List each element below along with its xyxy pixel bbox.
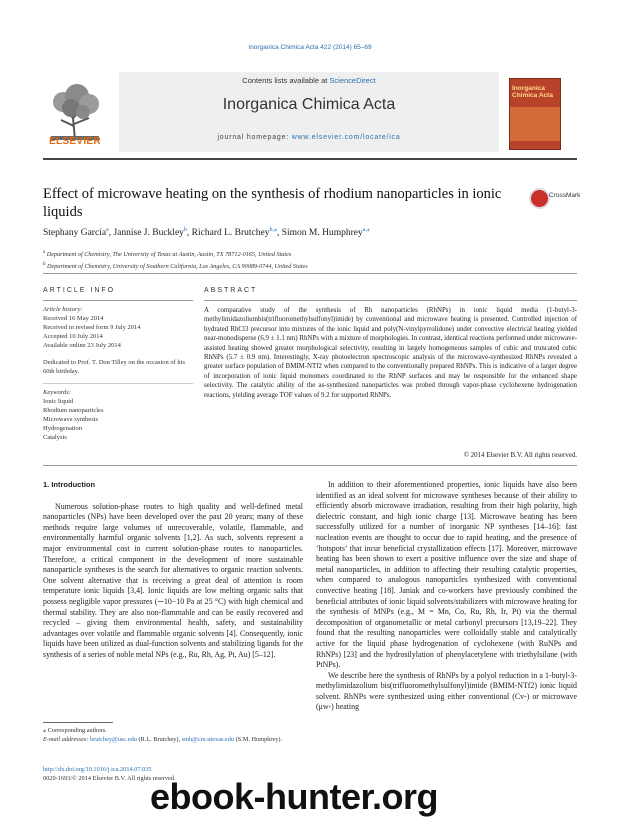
- crossmark-icon: [529, 188, 550, 209]
- email-link[interactable]: brutchey@usc.edu: [90, 736, 137, 743]
- right-column: [316, 480, 577, 713]
- history-item: Accepted 10 July 2014: [43, 333, 103, 340]
- journal-banner: [119, 72, 499, 152]
- author-name: Simon M. Humphrey: [281, 228, 363, 239]
- footnote-rule: [43, 722, 113, 723]
- affiliation: $^b$ Department of Chemistry, University of Southern California, Los Angeles, CA 90089-0744, United States: [43, 261, 308, 270]
- journal-masthead: [43, 72, 577, 154]
- abstract-copyright: © 2014 Elsevier B.V. All rights reserved.: [463, 452, 577, 459]
- body-rule: [43, 465, 577, 466]
- dedication: Dedicated to Prof. T. Don Tilley on the occasion of his 60th birthday.: [43, 359, 186, 375]
- history-item: Received 16 May 2014: [43, 315, 104, 322]
- history-item: Received in revised form 9 July 2014: [43, 324, 141, 331]
- cover-title: Inorganica Chimica Acta: [512, 85, 553, 99]
- keyword: Rhodium nanoparticles: [43, 407, 104, 414]
- keywords-rule: [43, 383, 193, 384]
- left-column: [43, 480, 303, 661]
- author-sup[interactable]: a: [106, 227, 109, 233]
- author-sup[interactable]: a,⁎: [362, 227, 370, 233]
- contents-line: Contents lists available at ScienceDirect: [242, 76, 376, 85]
- article-title: Effect of microwave heating on the synthesis of rhodium nanoparticles in ionic liquids: [43, 186, 502, 220]
- author-sup[interactable]: b,⁎: [269, 227, 277, 233]
- history-label: Article history:: [43, 306, 83, 313]
- history-item: Available online 23 July 2014: [43, 342, 121, 349]
- homepage-link[interactable]: www.elsevier.com/locate/ica: [291, 134, 401, 141]
- corresponding-note: ⁎ Corresponding authors.: [43, 727, 107, 734]
- publisher-logo-text: ELSEVIER: [49, 136, 101, 147]
- info-rule: [43, 300, 193, 301]
- abstract-text: A comparative study of the synthesis of Rh nanoparticles (RhNPs) in ionic liquid media (1-butyl-3-methylimidazoliumbis(trifluoromethylsulfonyl)imide) by conventional and microwave heating is presented. Controlled injection of hydrated RhCl3 precursor into mixtures of the ionic liquid and poly(N-vinylpyrrolidone) under convective electrical heating yielded near-monodisperse (6.9 ± 1.1 nm) RhNPs with a mixture of morphologies. In contrast, identical reactions performed under microwave-assisted heating showed greater morphological selectivity, resulting in largely homogeneous samples of cubic and truncated cubic RhNPs (5.7 ± 0.9 nm). Interestingly, X-ray photoelectron spectroscopic analysis of the microwave-synthesized RhNPs revealed a greater surface population of BMIM-NTf2 when compared to the conventionally prepared RhNPs. This is indicative of a larger degree of incorporation of ionic liquid monomers coordinated to the RhNP surfaces and may be responsible for the enhanced shape selectivity. The catalytic ability of the as-synthesized nanoparticles was probed through vapor-phase cyclohexene hydrogenation reactions, yielding average TOF values of 9.2 for supported RhNPs.: [204, 307, 577, 399]
- author-sup[interactable]: b: [183, 227, 187, 233]
- author-name: Stephany García: [43, 228, 107, 239]
- watermark: ebook-hunter.org: [150, 776, 438, 817]
- email-note: E-mail addresses: brutchey@usc.edu (R.L. Brutchey), smh@cm.utexas.edu (S.M. Humphrey).: [43, 736, 283, 743]
- affiliations: [43, 248, 577, 271]
- abstract-rule: [204, 300, 577, 301]
- doi-link[interactable]: http://dx.doi.org/10.1016/j.ica.2014.07.035: [43, 766, 152, 773]
- keywords: [43, 388, 193, 442]
- keywords-label: Keywords:: [43, 389, 71, 396]
- journal-homepage: journal homepage: www.elsevier.com/locate/ica: [217, 134, 401, 141]
- cover-band: [510, 107, 560, 141]
- author-list: Stephany García$^a$, Jannise J. Buckley$^b$, Richard L. Brutchey$^{b,⁎}$, Simon M. Humphrey$^{a,⁎}$: [43, 227, 370, 239]
- issn-line: 0020-1693/© 2014 Elsevier B.V. All rights reserved.: [43, 775, 176, 782]
- body-paragraph: Numerous solution-phase routes to high quality and well-defined metal nanoparticles (NPs) have been developed over the past 20 years; many of these methods require large volumes of unrecoverable, volatile, flammable, and environmentally harmful organic solvents [1,2]. As such, solvents represent a major environmental cost in current solution-phase routes to nanoparticles. Therefore, a critical component in the development of more sustainable nanoparticle syntheses is the search for alternatives to organic reaction solvents. One solvent alternative that is receiving a great deal of attention is room temperature ionic liquids [3,4]. Ionic liquids are low melting organic salts that possess negligible vapor pressures (∼10−10 Pa at 25 °C) with high chemical and thermal stability. They are also non-flammable and can be easily recovered and recycled – giving them environmental health, safety, and sustainability advantages over volatile and flammable organic solvents [4]. Consequently, ionic liquids have been utilized as dual-function solvents and stabilizing ligands for the synthesis of a series of noble metal NPs (e.g., Ru, Rh, Ag, Pt, Au) [5–12].: [43, 501, 303, 659]
- article-info-heading: ARTICLE INFO: [43, 287, 116, 294]
- crossmark-label: CrossMark: [549, 192, 581, 199]
- affiliation: $^a$ Department of Chemistry, The University of Texas at Austin, Austin, TX 78712-0165, United States: [43, 250, 292, 259]
- article-history: [43, 305, 193, 376]
- keyword: Hydrogenation: [43, 425, 82, 432]
- crossmark-badge[interactable]: [529, 188, 579, 210]
- author-name: Richard L. Brutchey: [191, 228, 270, 239]
- journal-cover-thumbnail: [509, 78, 561, 150]
- running-head[interactable]: Inorganica Chimica Acta 422 (2014) 65–69: [248, 44, 372, 51]
- body-paragraph: In addition to their aforementioned properties, ionic liquids have also been identified as an ideal solvent for microwave syntheses because of their ability to efficiently absorb microwave irradiation, resulting from their high polarity, high dielectric constant, and high ionic charge [13]. Microwave heating has been successfully utilized for a number of inorganic NP syntheses [14–16]: fast nucleation events are thought to occur due to rapid heating, and the presence of ‘hotspots’ that incur beneficial crystallization effects [17]. Moreover, microwave heating has been shown to exert a positive influence over the size and shape of metal nanoparticles, in addition to affecting their resulting catalytic properties, when compared to analogous nanoparticles synthesized with conventional convective heating [18]. Janiak and co-workers have previously combined the beneficial attributes of ionic liquid solvents/stabilizers with microwave heating for the synthesis of MNPs (e.g., M = Mn, Co, Ru, Rh, Ir, Pt) via the thermal decomposition of organometallic or metal carbonyl precursors [13,19–22]. They found that the resulting nanoparticles were colloidally stable and catalytically active for the liquid phase hydrogenation of cyclohexene (with RuNPs and RhNPs) [23] and the hydrosilylation of phenylacetylene with triethylsilane (with PtNPs).: [316, 480, 577, 670]
- keyword: Microwave synthesis: [43, 416, 99, 423]
- journal-title: Inorganica Chimica Acta: [222, 96, 396, 113]
- footnotes: [43, 726, 303, 744]
- masthead-rule: [43, 158, 577, 160]
- affil-rule: [43, 273, 577, 274]
- author-name: Jannise J. Buckley: [113, 228, 184, 239]
- abstract-heading: ABSTRACT: [204, 287, 258, 294]
- sciencedirect-link[interactable]: ScienceDirect: [329, 76, 376, 85]
- body-paragraph: We describe here the synthesis of RhNPs by a polyol reduction in a 1-butyl-3-methylimidazolium bis(trifluoromethylsulfonyl)imide (BMIM-NTf2) ionic liquid solvent. RhNPs were synthesized using either conventional (Cv-) or microwave (μw-) heating: [316, 670, 577, 712]
- section-heading: 1. Introduction: [43, 480, 96, 489]
- keyword: Catalysis: [43, 434, 67, 441]
- email-link[interactable]: smh@cm.utexas.edu: [181, 736, 234, 743]
- keyword: Ionic liquid: [43, 398, 74, 405]
